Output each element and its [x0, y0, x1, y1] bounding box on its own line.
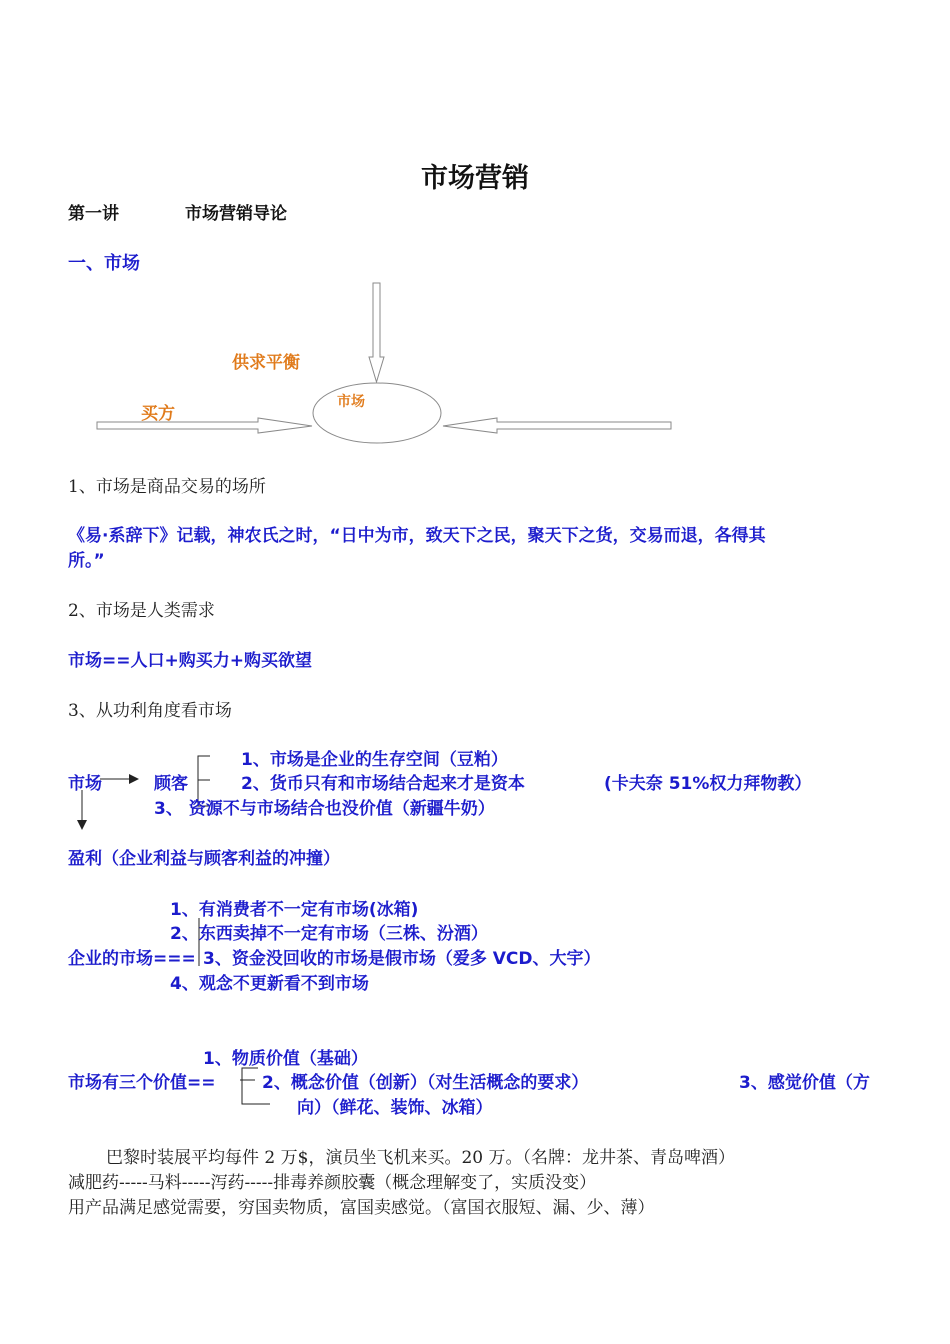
- point-2: 2、市场是人类需求: [68, 601, 215, 621]
- quote-line-2: 所。”: [68, 551, 105, 571]
- arrow-down-icon: [369, 283, 384, 382]
- market-formula: 市场==人口+购买力+购买欲望: [68, 651, 312, 671]
- value-2: 2、概念价值（创新）（对生活概念的要求）: [262, 1073, 589, 1093]
- tree-item-3: 3、 资源不与市场结合也没价值（新疆牛奶）: [154, 799, 495, 819]
- enterprise-item-1: 1、有消费者不一定有市场(冰箱): [170, 900, 419, 920]
- arrow-down-small-icon: [77, 820, 87, 830]
- tree-root: 市场: [68, 774, 102, 794]
- tree-item-2: 2、货币只有和市场结合起来才是资本: [241, 774, 525, 794]
- quote-line-1: 《易·系辞下》记载，神农氏之时，“日中为市，致天下之民，聚天下之货，交易而退，各得其: [68, 526, 766, 546]
- arrow-left-icon: [443, 418, 671, 433]
- arrow-right-small-icon: [129, 774, 139, 784]
- market-ellipse: [313, 383, 441, 443]
- point-1: 1、市场是商品交易的场所: [68, 477, 266, 497]
- section-heading-market: 一、市场: [68, 253, 140, 274]
- lecture-number: 第一讲: [68, 204, 119, 224]
- value-3-part-2: 向）（鲜花、装饰、冰箱）: [297, 1098, 493, 1118]
- paragraph-paris: 巴黎时装展平均每件 2 万$，演员坐飞机来买。20 万。（名牌：龙井茶、青岛啤酒）: [106, 1148, 735, 1168]
- market-label: 市场: [337, 394, 365, 410]
- point-3: 3、从功利角度看市场: [68, 701, 232, 721]
- value-1: 1、物质价值（基础）: [203, 1049, 368, 1069]
- supply-demand-label: 供求平衡: [232, 353, 300, 373]
- enterprise-label: 企业的市场===: [68, 949, 196, 969]
- paragraph-diet-pills: 减肥药-----马料-----泻药-----排毒养颜胶囊（概念理解变了，实质没变）: [68, 1173, 597, 1193]
- tree-profit: 盈利（企业利益与顾客利益的冲撞）: [68, 849, 340, 869]
- arrow-right-icon: [97, 418, 312, 433]
- value-3-part-1: 3、感觉价值（方: [739, 1073, 870, 1093]
- buyer-label: 买方: [141, 404, 175, 424]
- values-label: 市场有三个价值==: [68, 1073, 216, 1093]
- tree-item-1: 1、市场是企业的生存空间（豆粕）: [241, 750, 508, 770]
- enterprise-item-2: 2、东西卖掉不一定有市场（三株、汾酒）: [170, 924, 488, 944]
- paragraph-feelings: 用产品满足感觉需要，穷国卖物质，富国卖感觉。（富国衣服短、漏、少、薄）: [68, 1198, 655, 1218]
- enterprise-item-4: 4、观念不更新看不到市场: [170, 974, 369, 994]
- lecture-name: 市场营销导论: [185, 204, 287, 224]
- tree-customer: 顾客: [154, 774, 188, 794]
- page-title: 市场营销: [421, 163, 529, 194]
- tree-item-2-note: (卡夫奈 51%权力拜物教）: [604, 774, 812, 794]
- enterprise-item-3: 3、资金没回收的市场是假市场（爱多 VCD、大宇）: [203, 949, 601, 969]
